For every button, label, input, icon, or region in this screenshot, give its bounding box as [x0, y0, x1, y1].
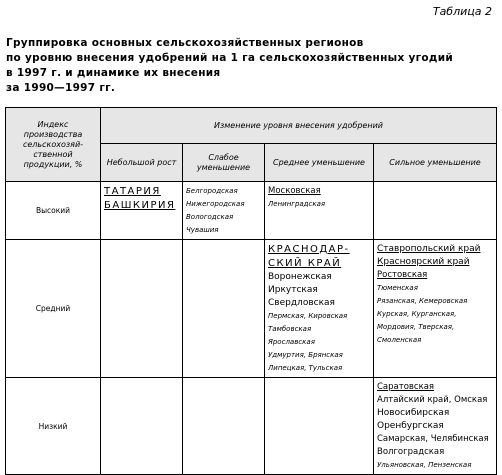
regions-cell: [183, 378, 265, 475]
regions-cell: [101, 240, 183, 378]
regions-cell: [101, 182, 183, 240]
region-name: БАШКИРИЯ: [104, 200, 176, 211]
region-name: Удмуртия, Брянская: [268, 351, 343, 359]
region-name: Оренбургская: [377, 421, 444, 431]
region-name: КРАСНОДАР-: [268, 244, 350, 255]
col-header: Сильное уменьшение: [374, 144, 497, 182]
region-name: Ярославская: [268, 338, 315, 346]
regions-cell: [183, 182, 265, 240]
fertilizer-table: [5, 107, 497, 475]
regions-cell: [265, 378, 374, 475]
region-name: Липецкая, Тульская: [268, 364, 343, 372]
regions-cell: [265, 182, 374, 240]
table-row: [6, 378, 497, 475]
regions-cell: [374, 182, 497, 240]
region-name: Рязанская, Кемеровская: [377, 297, 468, 305]
index-header: Индекс производства сельскохозяй-ственной продукции, %: [6, 108, 101, 182]
row-label: Высокий: [6, 182, 101, 240]
col-header: Слабое уменьшение: [183, 144, 265, 182]
region-name: Самарская, Челябинская: [377, 434, 489, 444]
region-name: ТАТАРИЯ: [104, 186, 161, 197]
heading-line: Группировка основных сельскохозяйственных регионов: [6, 37, 364, 49]
row-label: Низкий: [6, 378, 101, 475]
regions-cell: [101, 378, 183, 475]
table-row: [6, 182, 497, 240]
region-name: Новосибирская: [377, 408, 450, 418]
region-name: Курская, Курганская,: [377, 310, 457, 318]
region-name: Московская: [268, 186, 321, 196]
region-name: Ростовская: [377, 270, 428, 280]
table-number: Таблица 2: [432, 5, 492, 18]
table-heading: [6, 36, 496, 96]
col-header: Небольшой рост: [101, 144, 183, 182]
region-name: Волгоградская: [377, 447, 445, 457]
heading-line: по уровню внесения удобрений на 1 га сельскохозяйственных угодий: [6, 52, 454, 64]
region-name: Мордовия, Тверская,: [377, 323, 455, 331]
region-name: Свердловская: [268, 298, 335, 308]
heading-line: за 1990—1997 гг.: [6, 82, 116, 94]
regions-cell: [374, 240, 497, 378]
regions-cell: [265, 240, 374, 378]
row-label: Средний: [6, 240, 101, 378]
region-name: Пермская, Кировская: [268, 312, 348, 320]
region-name: Тамбовская: [268, 325, 312, 333]
regions-cell: [183, 240, 265, 378]
heading-line: в 1997 г. и динамике их внесения: [6, 67, 221, 79]
region-name: Ульяновская, Пензенская: [377, 461, 472, 469]
region-name: Чувашия: [186, 226, 219, 234]
region-name: Ставропольский край: [377, 244, 481, 254]
region-name: Нижегородская: [186, 200, 245, 208]
region-name: Красноярский край: [377, 257, 470, 267]
region-name: Алтайский край, Омская: [377, 395, 488, 405]
table-row: [6, 240, 497, 378]
region-name: Иркутская: [268, 285, 318, 295]
region-name: Тюменская: [377, 284, 418, 292]
region-name: Белгородская: [186, 187, 238, 195]
regions-cell: [374, 378, 497, 475]
region-name: Воронежская: [268, 272, 332, 282]
change-header: Изменение уровня внесения удобрений: [101, 108, 497, 144]
region-name: Вологодская: [186, 213, 234, 221]
region-name: Ленинградская: [268, 200, 326, 208]
region-name: СКИЙ КРАЙ: [268, 258, 342, 269]
region-name: Саратовская: [377, 382, 435, 392]
col-header: Среднее уменьшение: [265, 144, 374, 182]
region-name: Смоленская: [377, 336, 422, 344]
